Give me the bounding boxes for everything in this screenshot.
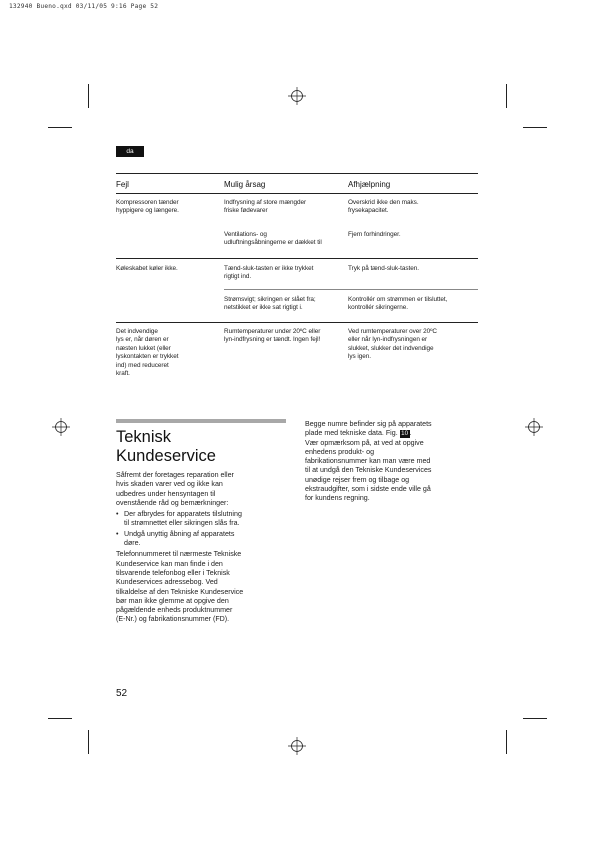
table-row-rule (116, 258, 478, 259)
registration-mark-icon (288, 737, 306, 755)
table-subrow-rule (224, 289, 478, 290)
column-header-fault: Fejl (116, 180, 129, 189)
list-item: • Der afbrydes for apparatets tilslutning til strømnettet eller sikringen slås fra. (116, 510, 294, 529)
contact-paragraph: Telefonnummeret til nærmeste Tekniske Kundeservice kan man finde i den tilsvarende telefonbog eller i Teknisk Kundeservices adressebog. Ved tilkaldelse af den Tekniske Kundeservice bør man ikke glemme at opgive den pågældende enheds produktnummer (E-Nr.) og fabrikationsnummer (FD). (116, 550, 244, 624)
table-row-rule (116, 322, 478, 323)
section-title: Teknisk Kundeservice (116, 428, 216, 465)
table-top-rule (116, 173, 478, 174)
crop-mark (48, 718, 72, 719)
table-cell-remedy: Overskrid ikke den maks. frysekapacitet. (348, 199, 419, 215)
registration-mark-icon (525, 418, 543, 436)
table-cell-remedy: Kontrollér om strømmen er tilsluttet, kontrollér sikringerne. (348, 296, 448, 312)
list-item: • Undgå unyttig åbning af apparatets døre. (116, 530, 294, 549)
bullet-list (116, 510, 294, 548)
table-cell-cause: Rumtemperaturer under 20ºC eller lyn-indfrysning er tændt. Ingen fejl! (224, 328, 321, 344)
column-header-remedy: Afhjælpning (348, 180, 391, 189)
table-cell-remedy: Tryk på tænd-sluk-tasten. (348, 265, 419, 272)
registration-mark-icon (52, 418, 70, 436)
left-column-text (116, 471, 294, 625)
right-column-text: Begge numre befinder sig på apparatets plade med tekniske data. Fig. 10 . Vær opmærksom på, at ved at opgive enhedens produkt- og fabrikationsnummer kan man være med til at undgå den Tekniske Kundeservices unødige rejser frem og tilbage og ekstraudgifter, som i sidste ende ville gå for kundens regning. (305, 420, 432, 503)
print-slug: 132940 Bueno.qxd 03/11/05 9:16 Page 52 (9, 3, 159, 10)
column-header-cause: Mulig årsag (224, 180, 266, 189)
crop-mark (48, 127, 72, 128)
table-cell-remedy: Ved rumtemperaturer over 20ºC eller når lyn-indfrysningen er slukket, slukker det indvendige lys igen. (348, 328, 437, 361)
figure-reference: 10 (401, 430, 409, 438)
section-bar (116, 419, 286, 423)
table-cell-fault: Det indvendige lys er, når døren er næsten lukket (eller lyskontakten er trykket ind) med reduceret kraft. (116, 328, 179, 378)
table-cell-cause: Ventilations- og udluftningsåbningerne er dækket til (224, 231, 322, 247)
registration-mark-icon (288, 87, 306, 105)
table-cell-fault: Kompressoren tænder hyppigere og længere. (116, 199, 179, 215)
crop-mark (523, 718, 547, 719)
table-header-rule (116, 193, 478, 194)
language-tag: da (116, 146, 144, 157)
table-cell-cause: Tænd-sluk-tasten er ikke trykket rigtigt ind. (224, 265, 314, 281)
table-cell-fault: Køleskabet køler ikke. (116, 265, 178, 272)
crop-mark (506, 84, 507, 108)
page-number: 52 (116, 688, 128, 699)
crop-mark (506, 730, 507, 754)
intro-paragraph: Såfremt der foretages reparation eller hvis skaden varer ved og ikke kan udbedres under hensyntagen til ovenstående råd og bemærkninger: (116, 471, 234, 507)
table-cell-cause: Indfrysning af store mængder friske fødevarer (224, 199, 307, 215)
crop-mark (88, 84, 89, 108)
crop-mark (523, 127, 547, 128)
crop-mark (88, 730, 89, 754)
table-cell-cause: Strømsvigt; sikringen er slået fra; netstikket er ikke sat rigtigt i. (224, 296, 316, 312)
table-cell-remedy: Fjern forhindringer. (348, 231, 401, 238)
